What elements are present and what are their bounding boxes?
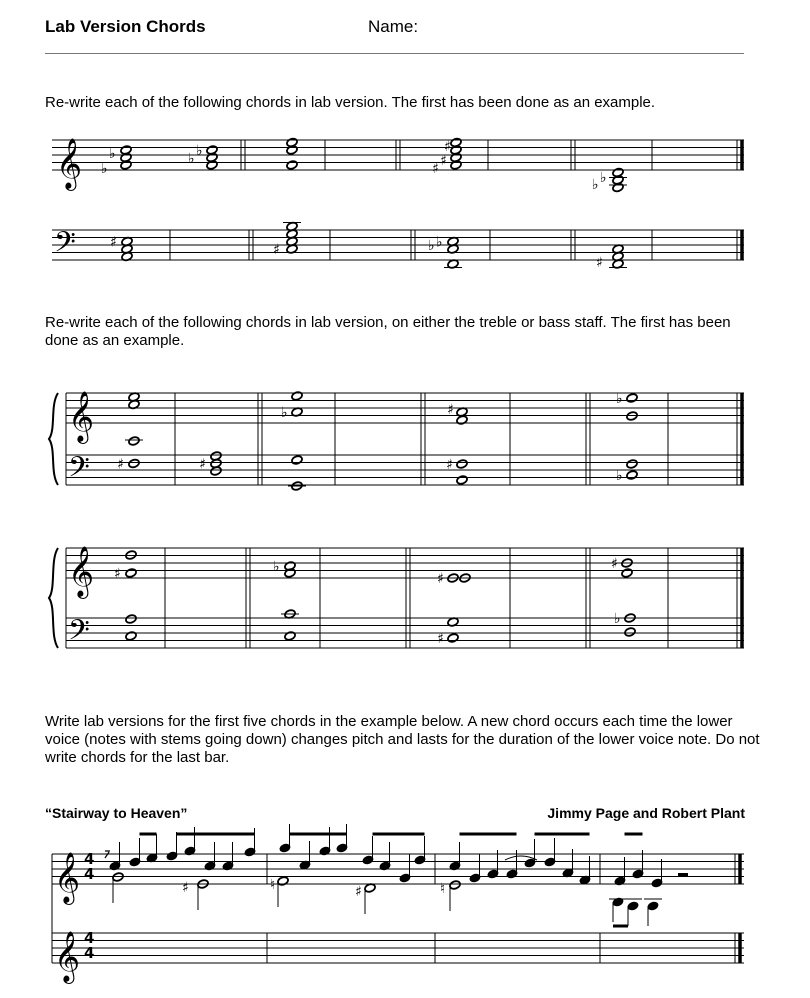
notehead — [125, 568, 137, 578]
natural-icon: ♮ — [440, 881, 446, 897]
composer-credit: Jimmy Page and Robert Plant — [547, 805, 745, 821]
notehead — [626, 411, 638, 421]
notehead — [626, 459, 638, 469]
flat-icon: ♭ — [196, 143, 203, 159]
notehead — [456, 415, 468, 425]
brace — [49, 548, 58, 648]
flat-icon: ♭ — [101, 161, 108, 177]
notehead — [125, 614, 137, 624]
notehead — [627, 901, 639, 911]
name-label: Name: — [368, 17, 419, 36]
notehead — [626, 393, 638, 403]
time-sig-top: 4 — [84, 929, 95, 947]
sharp-icon: ♯ — [437, 571, 444, 587]
notehead — [128, 436, 140, 446]
notehead — [128, 458, 140, 468]
brace — [49, 393, 58, 485]
instruction-part-2: Re-write each of the following chords in lab version, on either the treble or bass staff. The first has been done as an example. — [45, 314, 731, 349]
sharp-icon: ♯ — [117, 456, 124, 473]
notehead — [112, 872, 124, 882]
notehead — [277, 876, 289, 886]
accidentals — [101, 139, 623, 900]
notehead — [291, 455, 303, 465]
sharp-icon: ♯ — [611, 556, 618, 572]
treble-clef-icon: 𝄞 — [68, 391, 95, 442]
flat-icon: ♭ — [109, 146, 116, 162]
flat-icon: ♭ — [614, 611, 621, 627]
sharp-icon: ♯ — [440, 153, 447, 169]
sharp-icon: ♯ — [437, 631, 444, 647]
flat-icon: ♭ — [600, 170, 607, 186]
time-sig-top: 4 — [84, 850, 95, 868]
notehead — [284, 631, 296, 641]
notehead — [286, 160, 298, 170]
treble-clef-icon: 𝄞 — [68, 546, 95, 597]
bass-clef-icon: 𝄢 — [68, 614, 90, 654]
sharp-icon: ♯ — [446, 457, 453, 473]
sharp-icon: ♯ — [432, 161, 439, 177]
notehead — [449, 880, 461, 890]
sharp-icon: ♯ — [444, 139, 451, 155]
flat-icon: ♭ — [616, 391, 623, 407]
sharp-icon: ♯ — [355, 884, 362, 900]
half-rest-icon — [678, 873, 688, 877]
flat-icon: ♭ — [428, 238, 435, 254]
treble-clef-icon: 𝄞 — [54, 931, 81, 982]
eighth-rest-icon — [105, 851, 110, 858]
song-title: “Stairway to Heaven” — [45, 805, 188, 821]
bass-clef-icon: 𝄢 — [54, 226, 76, 266]
bass-clef-icon: 𝄢 — [68, 451, 90, 491]
natural-icon: ♮ — [270, 877, 276, 893]
page-title: Lab Version Chords — [45, 17, 206, 36]
flat-icon: ♭ — [188, 151, 195, 167]
flat-icon: ♭ — [273, 559, 280, 575]
flat-icon: ♭ — [281, 405, 288, 421]
instruction-part-1: Re-write each of the following chords in lab version. The first has been done as an example. — [45, 94, 656, 111]
excerpt-details — [84, 850, 94, 962]
notehead — [125, 550, 137, 560]
staff-lines — [52, 140, 744, 963]
flat-icon: ♭ — [436, 234, 443, 251]
sharp-icon: ♯ — [182, 880, 189, 896]
notehead — [612, 897, 624, 907]
sharp-icon: ♯ — [273, 242, 280, 258]
flat-icon: ♭ — [616, 468, 623, 484]
notehead — [456, 459, 468, 469]
notehead — [624, 627, 636, 637]
bar-lines — [52, 140, 742, 963]
notehead — [125, 631, 137, 641]
notehead — [626, 470, 638, 480]
sharp-icon: ♯ — [596, 255, 603, 271]
sharp-icon: ♯ — [114, 566, 121, 582]
time-sig-bottom: 4 — [84, 865, 95, 883]
notehead — [447, 633, 459, 643]
notehead — [621, 568, 633, 578]
flat-icon: ♭ — [592, 177, 599, 193]
sharp-icon: ♯ — [199, 456, 206, 473]
treble-clef-icon: 𝄞 — [54, 852, 81, 903]
treble-clef-icon: 𝄞 — [56, 138, 83, 189]
instruction-part-3: Write lab versions for the first five chords in the example below. A new chord occurs each time the lower voice (notes with stems going down) changes pitch and lasts for the duration of the lower voice note. Do not write chords for the last bar. — [45, 713, 760, 766]
notehead — [291, 391, 303, 401]
time-sig-bottom: 4 — [84, 944, 95, 962]
sharp-icon: ♯ — [447, 402, 454, 418]
notehead — [456, 475, 468, 485]
sharp-icon: ♯ — [110, 234, 117, 251]
notehead — [647, 901, 659, 911]
